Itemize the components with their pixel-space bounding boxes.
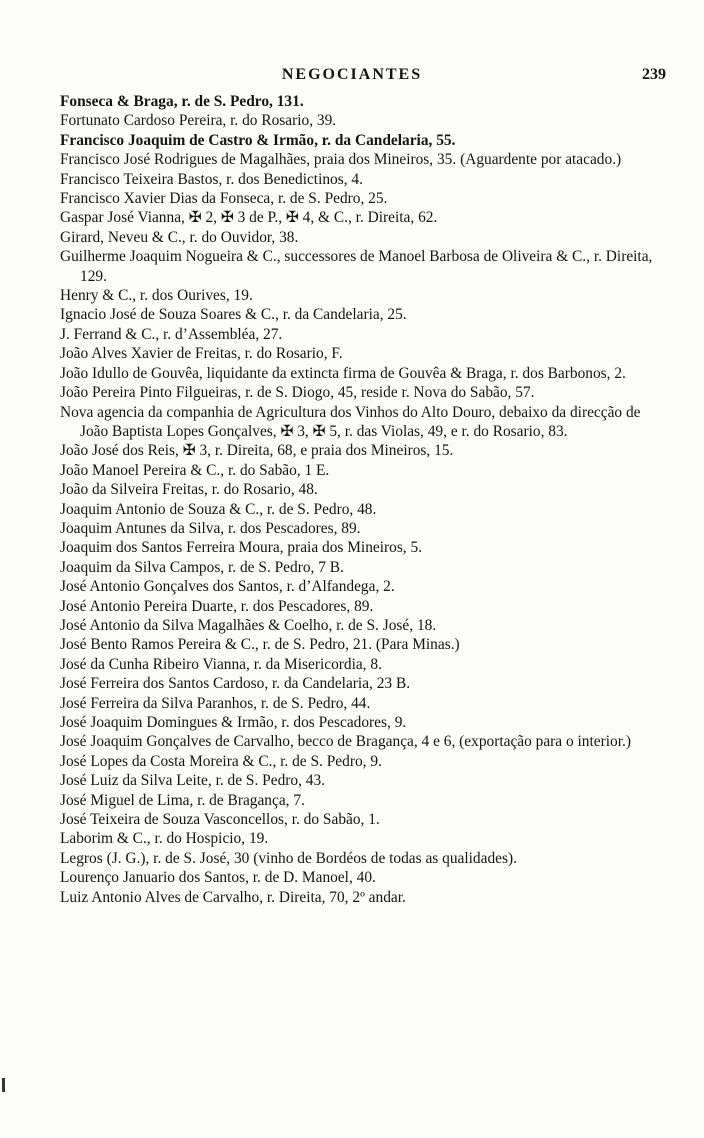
directory-entry: Girard, Neveu & C., r. do Ouvidor, 38. [60, 228, 299, 246]
directory-entry: João Pereira Pinto Filgueiras, r. de S. Diogo, 45, reside r. Nova do Sabão, 57. [60, 384, 535, 402]
directory-entry: José Lopes da Costa Moreira & C., r. de S. Pedro, 9. [60, 752, 382, 770]
directory-entry: José Ferreira dos Santos Cardoso, r. da Candelaria, 23 B. [60, 675, 411, 693]
directory-entry: José Bento Ramos Pereira & C., r. de S. Pedro, 21. (Para Minas.) [60, 636, 460, 654]
directory-entry: Fonseca & Braga, r. de S. Pedro, 131. [60, 93, 304, 110]
directory-entry: Joaquim Antonio de Souza & C., r. de S. Pedro, 48. [60, 500, 377, 518]
directory-entry: Ignacio José de Souza Soares & C., r. da Candelaria, 25. [60, 306, 407, 324]
directory-entry: Joaquim Antunes da Silva, r. dos Pescadores, 89. [60, 519, 361, 537]
directory-entry: José da Cunha Ribeiro Vianna, r. da Misericordia, 8. [60, 655, 382, 673]
page-number: 239 [642, 66, 666, 83]
directory-entry: Guilherme Joaquim Nogueira & C., successores de Manoel Barbosa de Oliveira & C., r. Direita, 129. [60, 248, 653, 285]
directory-entry: Nova agencia da companhia de Agricultura dos Vinhos do Alto Douro, debaixo da direcção de João Baptista Lopes Gonçalves, ✠ 3, ✠ 5, r. das Violas, 49, e r. do Rosario, 83. [60, 403, 641, 440]
directory-entry: João Alves Xavier de Freitas, r. do Rosario, F. [60, 345, 343, 363]
margin-mark [2, 1078, 5, 1092]
directory-entry: José Luiz da Silva Leite, r. de S. Pedro, 43. [60, 772, 326, 790]
directory-entry: Joaquim dos Santos Ferreira Moura, praia dos Mineiros, 5. [60, 539, 423, 557]
directory-entry: Francisco Teixeira Bastos, r. dos Benedictinos, 4. [60, 170, 363, 188]
directory-entry: Legros (J. G.), r. de S. José, 30 (vinho de Bordéos de todas as qualidades). [60, 849, 517, 867]
merchant-directory-list [60, 92, 670, 907]
directory-entry: Laborim & C., r. do Hospicio, 19. [60, 830, 269, 848]
directory-entry: Gaspar José Vianna, ✠ 2, ✠ 3 de P., ✠ 4, & C., r. Direita, 62. [60, 209, 438, 227]
directory-entry: Fortunato Cardoso Pereira, r. do Rosario, 39. [60, 112, 337, 130]
directory-entry: João José dos Reis, ✠ 3, r. Direita, 68, e praia dos Mineiros, 15. [60, 442, 454, 460]
directory-entry: J. Ferrand & C., r. d’Assembléa, 27. [60, 325, 283, 343]
directory-entry: Francisco José Rodrigues de Magalhães, praia dos Mineiros, 35. (Aguardente por atacado.) [60, 151, 622, 169]
page-header [0, 64, 704, 88]
directory-entry: José Joaquim Gonçalves de Carvalho, becco de Bragança, 4 e 6, (exportação para o interior.) [60, 733, 631, 751]
directory-entry: Henry & C., r. dos Ourives, 19. [60, 287, 253, 305]
directory-entry: João Manoel Pereira & C., r. do Sabão, 1 E. [60, 461, 330, 479]
running-title: NEGOCIANTES [281, 66, 423, 83]
directory-entry: João da Silveira Freitas, r. do Rosario, 48. [60, 481, 318, 499]
directory-entry: Joaquim da Silva Campos, r. de S. Pedro, 7 B. [60, 558, 344, 576]
directory-entry: João Idullo de Gouvêa, liquidante da extincta firma de Gouvêa & Braga, r. dos Barbonos, 2. [60, 364, 626, 382]
directory-entry: José Antonio da Silva Magalhães & Coelho, r. de S. José, 18. [60, 616, 437, 634]
directory-entry: Lourenço Januario dos Santos, r. de D. Manoel, 40. [60, 869, 376, 887]
directory-entry: Francisco Xavier Dias da Fonseca, r. de S. Pedro, 25. [60, 190, 388, 208]
directory-entry: José Antonio Pereira Duarte, r. dos Pescadores, 89. [60, 597, 374, 615]
directory-entry: José Ferreira da Silva Paranhos, r. de S. Pedro, 44. [60, 694, 371, 712]
directory-entry: José Antonio Gonçalves dos Santos, r. d’Alfandega, 2. [60, 578, 395, 596]
directory-entry: José Miguel de Lima, r. de Bragança, 7. [60, 791, 305, 809]
directory-entry: José Joaquim Domingues & Irmão, r. dos Pescadores, 9. [60, 714, 407, 731]
directory-entry: Francisco Joaquim de Castro & Irmão, r. da Candelaria, 55. [60, 131, 456, 149]
directory-entry: José Teixeira de Souza Vasconcellos, r. do Sabão, 1. [60, 811, 380, 829]
directory-entry: Luiz Antonio Alves de Carvalho, r. Direita, 70, 2º andar. [60, 888, 406, 906]
